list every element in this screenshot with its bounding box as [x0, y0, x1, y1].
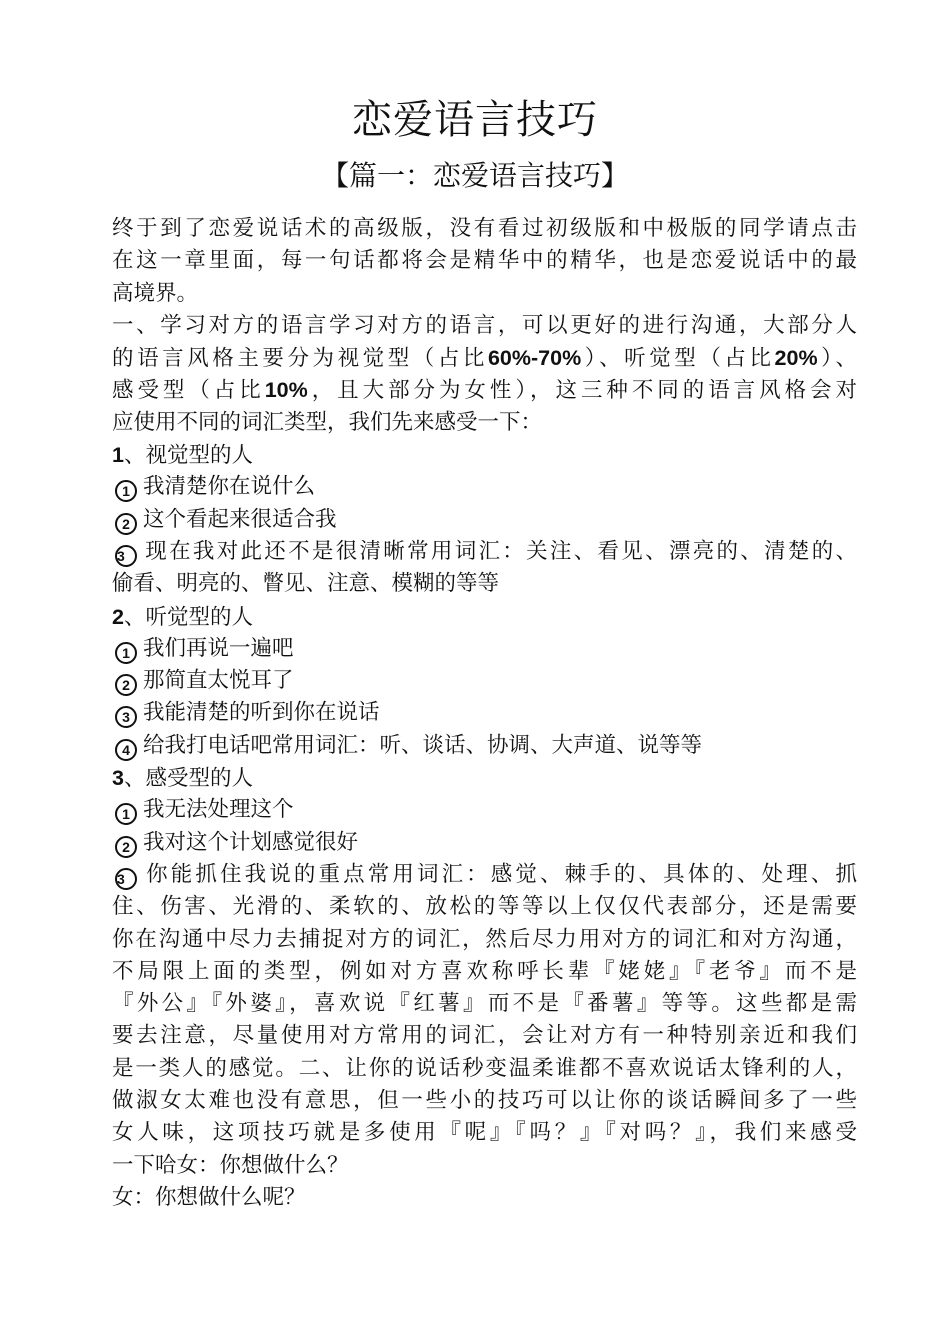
text-span: 女：你想做什么呢？	[112, 1184, 306, 1210]
text-span: 、视觉型的人	[123, 443, 253, 469]
text-line	[112, 374, 857, 406]
text-line	[112, 407, 857, 439]
text-span: 一、学习对方的语言学习对方的语言，可以更好的进行沟通，大部分人	[112, 312, 857, 338]
text-line	[112, 342, 857, 374]
text-span: 住、伤害、光滑的、柔软的、放松的等等以上仅仅代表部分，还是需要	[112, 894, 857, 920]
text-span: 给我打电话吧常用词汇：听、谈话、协调、大声道、说等等	[143, 732, 703, 758]
text-span: 要去注意，尽量使用对方常用的词汇，会让对方有一种特别亲近和我们	[112, 1023, 857, 1049]
document-subtitle: 【篇一：恋爱语言技巧】	[320, 159, 629, 192]
text-span: 现在我对此还不是很清晰常用词汇：关注、看见、漂亮的、清楚的、	[143, 538, 857, 564]
text-span: 『外公』『外婆』，喜欢说『红薯』而不是『番薯』等等。这些都是需	[112, 991, 857, 1017]
circled-number: 3	[115, 868, 137, 890]
circled-number: 2	[115, 674, 137, 696]
text-span: 高境界。	[112, 280, 199, 306]
text-span: 偷看、明亮的、瞥见、注意、模糊的等等	[112, 571, 500, 597]
bold-text: 1	[112, 443, 124, 468]
bold-text: 2	[112, 604, 124, 629]
text-span: 做淑女太难也没有意思，但一些小的技巧可以让你的谈话瞬间多了一些	[112, 1088, 857, 1114]
text-line	[112, 1085, 857, 1117]
text-span: 在这一章里面，每一句话都将会是精华中的精华，也是恋爱说话中的最	[112, 248, 857, 274]
text-span: 这个看起来很适合我	[143, 506, 337, 532]
text-span: 应使用不同的词汇类型，我们先来感受一下：	[112, 409, 543, 435]
text-span: 我清楚你在说什么	[143, 474, 316, 500]
text-line	[112, 278, 857, 310]
circled-number: 1	[115, 642, 137, 664]
circled-number: 1	[115, 480, 137, 502]
text-line	[112, 924, 857, 956]
text-line	[112, 762, 857, 794]
text-line	[112, 439, 857, 471]
text-span: 一下哈女：你想做什么？	[112, 1152, 349, 1178]
text-line	[112, 504, 857, 536]
text-span: ）、	[817, 346, 857, 372]
text-line	[112, 1182, 857, 1214]
circled-number: 2	[115, 513, 137, 535]
text-line	[112, 988, 857, 1020]
text-line	[112, 697, 857, 729]
text-span: 那简直太悦耳了	[143, 668, 294, 694]
text-span: ）、听觉型（占比	[581, 346, 775, 372]
circled-number: 3	[115, 545, 137, 567]
text-line	[112, 827, 857, 859]
text-line	[112, 859, 857, 891]
text-line	[112, 794, 857, 826]
circled-number: 3	[115, 706, 137, 728]
text-line	[112, 1020, 857, 1052]
text-span: 你在沟通中尽力去捕捉对方的词汇，然后尽力用对方的词汇和对方沟通，	[112, 926, 857, 952]
circled-number: 1	[115, 803, 137, 825]
bold-text: 20%	[774, 346, 818, 371]
circled-number: 2	[115, 836, 137, 858]
text-line	[112, 633, 857, 665]
text-line	[112, 310, 857, 342]
text-span: 你能抓住我说的重点常用词汇：感觉、棘手的、具体的、处理、抓	[143, 861, 857, 887]
text-line	[112, 245, 857, 277]
text-span: 女人味，这项技巧就是多使用『呢』『吗？』『对吗？』，我们来感受	[112, 1120, 857, 1146]
text-span: 、听觉型的人	[123, 604, 253, 630]
text-span: ，且大部分为女性），这三种不同的语言风格会对	[307, 378, 857, 404]
text-line	[112, 956, 857, 988]
circled-number: 4	[115, 739, 137, 761]
text-line	[112, 536, 857, 568]
text-line	[112, 1053, 857, 1085]
text-span: 终于到了恋爱说话术的高级版，没有看过初级版和中极版的同学请点击	[112, 216, 857, 241]
text-line	[112, 568, 857, 600]
bold-text: 10%	[264, 378, 308, 403]
text-span: 我无法处理这个	[143, 797, 294, 823]
text-span: 我们再说一遍吧	[143, 635, 294, 661]
text-line	[112, 471, 857, 503]
bold-text: 3	[112, 766, 124, 791]
text-line	[112, 601, 857, 633]
text-span: 不局限上面的类型，例如对方喜欢称呼长辈『姥姥』『老爷』而不是	[112, 958, 857, 984]
text-line	[112, 213, 857, 245]
text-span: 的语言风格主要分为视觉型（占比	[112, 346, 488, 372]
text-span: 、感受型的人	[123, 766, 253, 792]
bold-text: 60%-70%	[487, 346, 582, 371]
text-span: 感受型（占比	[112, 378, 265, 404]
text-line	[112, 730, 857, 762]
text-line	[112, 1150, 857, 1182]
document-title: 恋爱语言技巧	[352, 97, 598, 143]
text-span: 我能清楚的听到你在说话	[143, 700, 380, 726]
text-span: 我对这个计划感觉很好	[143, 829, 359, 855]
text-line	[112, 665, 857, 697]
text-span: 是一类人的感觉。二、让你的说话秒变温柔谁都不喜欢说话太锋利的人，	[112, 1055, 857, 1081]
document-body	[112, 213, 857, 1214]
text-line	[112, 1117, 857, 1149]
text-line	[112, 891, 857, 923]
